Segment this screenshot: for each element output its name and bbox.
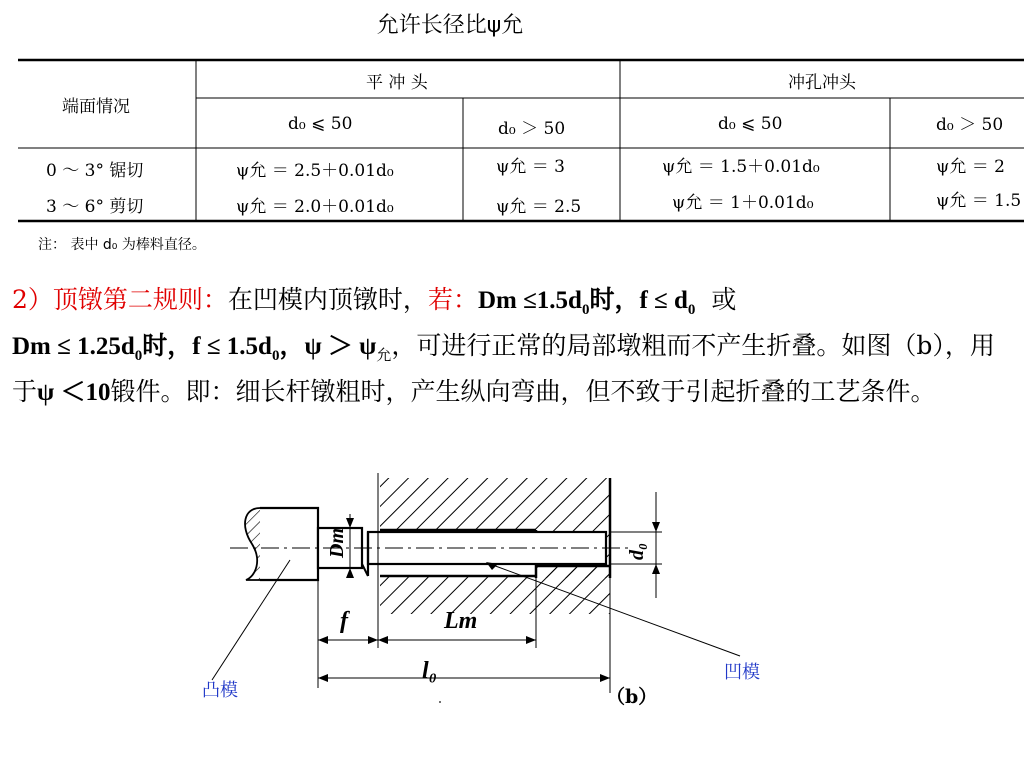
col-flat-le: d₀ ⩽ 50 (288, 114, 353, 134)
sub-yun: 允 (376, 346, 392, 364)
cond1-b: 时，f ≤ d (589, 287, 688, 314)
cell-r2c2: ψ允 ＝ 2.5 (496, 197, 582, 217)
group-piercing-punch: 冲孔冲头 (788, 73, 856, 93)
cell-r1c1: ψ允 ＝ 2.5＋0.01d₀ (236, 161, 394, 181)
cond2-c: ，ψ ＞ ψ (279, 333, 377, 360)
sub-zero-4: 0 (271, 348, 280, 364)
dim-l0: l₀ (422, 658, 438, 684)
sub-zero-3: 0 (134, 348, 143, 364)
col-punch-le: d₀ ⩽ 50 (718, 114, 783, 134)
group-flat-punch: 平 冲 头 (366, 73, 428, 93)
die-label: 凹模 (724, 662, 760, 683)
row1-label: 0 ～ 3° 锯切 (46, 161, 144, 181)
die-drawing (200, 468, 900, 768)
rule-text-3: 锻件。即：细长杆镦粗时，产生纵向弯曲，但不致于引起折叠的工艺条件。 (110, 377, 936, 406)
figure-caption: （b） (606, 686, 658, 708)
psi-limit: ψ ＜10 (37, 379, 111, 406)
dim-f: f (340, 608, 348, 634)
sub-zero-2: 0 (687, 302, 696, 318)
cond2-b: 时，f ≤ 1.5d (142, 333, 272, 360)
die-lower (380, 566, 610, 614)
sub-zero-1: 0 (581, 302, 590, 318)
row2-label: 3 ～ 6° 剪切 (46, 197, 144, 217)
dim-d0: d₀ (626, 543, 648, 560)
rule-text-2: ，可进行正常的局部墩粗而不产生折叠。如图（b），用于 (12, 331, 995, 406)
cell-r1c2: ψ允 ＝ 3 (496, 157, 565, 177)
punch-label: 凸模 (202, 680, 238, 701)
if-word: 若： (427, 285, 478, 314)
cond1-a: Dm ≤1.5d (477, 287, 582, 314)
ratio-table (18, 58, 1024, 223)
or-word: 或 (711, 285, 737, 314)
cell-r2c4: ψ允 ＝ 1.5 (936, 191, 1022, 211)
table-note: 注： 表中 d₀ 为棒料直径。 (38, 237, 206, 253)
rule-text-1: 在凹模内顶镦时， (227, 285, 428, 314)
dim-dm: Dm (326, 528, 348, 558)
cell-r1c3: ψ允 ＝ 1.5＋0.01d₀ (662, 157, 820, 177)
table-title: 允许长径比ψ允 (376, 13, 524, 38)
cond2-a: Dm ≤ 1.25d (12, 333, 135, 360)
upsetting-figure (200, 468, 900, 768)
rule-paragraph (12, 282, 1012, 411)
col-punch-gt: d₀ ＞ 50 (936, 115, 1004, 135)
cell-r2c3: ψ允 ＝ 1＋0.01d₀ (672, 193, 814, 213)
dim-lm: Lm (444, 608, 478, 634)
cell-r1c4: ψ允 ＝ 2 (936, 157, 1005, 177)
row-header: 端面情况 (62, 97, 130, 117)
cell-r2c1: ψ允 ＝ 2.0＋0.01d₀ (236, 197, 394, 217)
col-flat-gt: d₀ ＞ 50 (498, 119, 566, 139)
rule-heading: 2）顶镦第二规则： (12, 285, 228, 314)
